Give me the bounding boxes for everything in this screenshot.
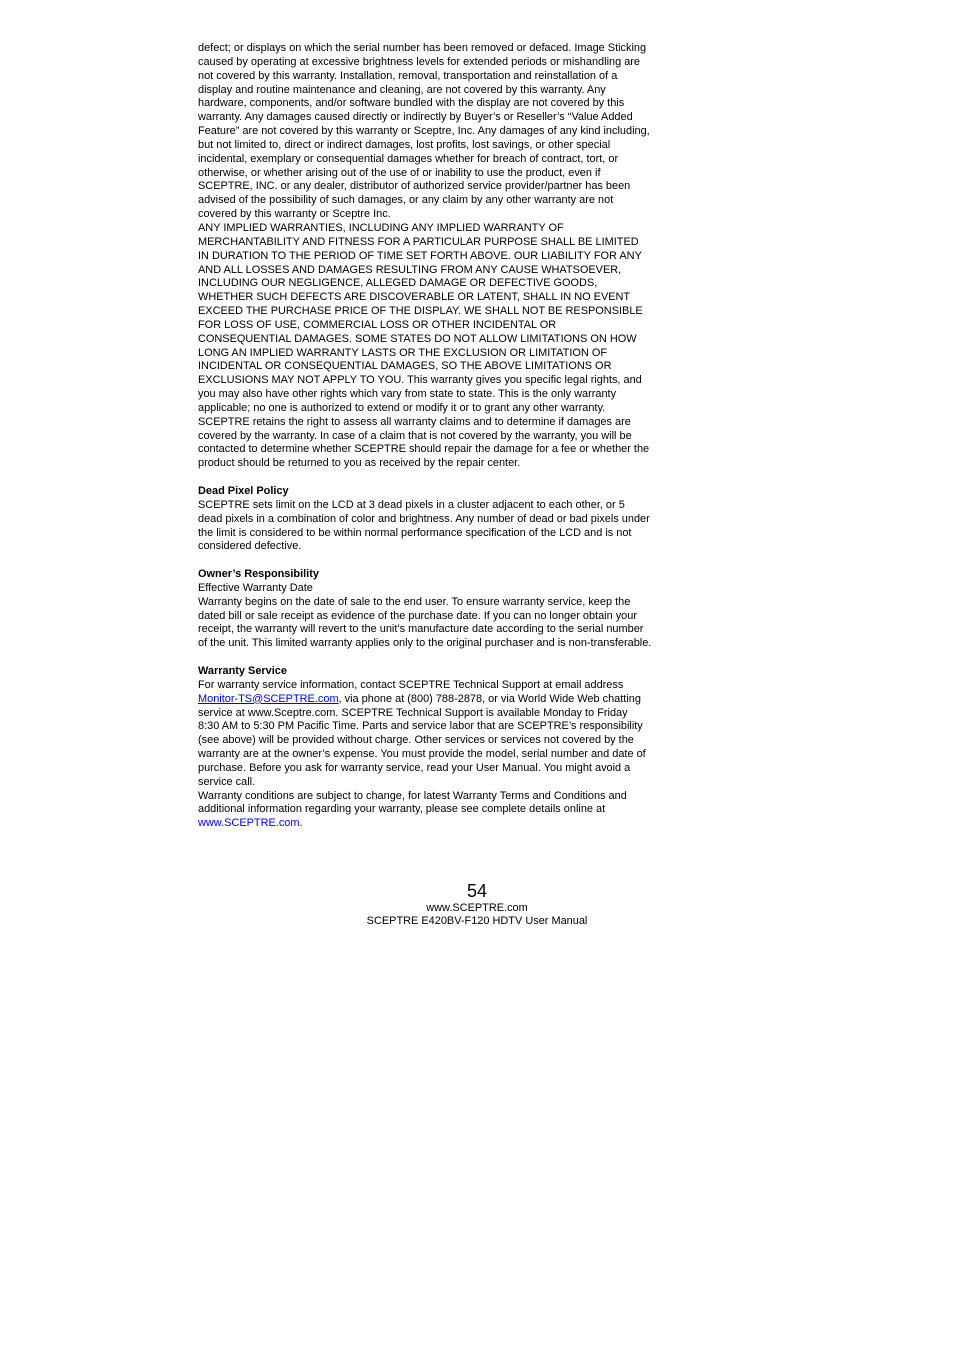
warranty-service-intro: For warranty service information, contact SCEPTRE Technical Support at email address xyxy=(198,678,624,691)
implied-warranties-paragraph: ANY IMPLIED WARRANTIES, INCLUDING ANY IMPLIED WARRANTY OF MERCHANTABILITY AND FITNESS FOR A PARTICULAR PURPOSE SHALL BE LIMITED IN DURATION TO THE PERIOD OF TIME SET FORTH ABOVE. OUR LIABILITY FOR ANY AND ALL LOSSES AND DAMAGES RESULTING FROM ANY CAUSE WHATSOEVER, INCLUDING OUR NEGLIGENCE, ALLEGED DAMAGE OR DEFECTIVE GOODS, WHETHER SUCH DEFECTS ARE DISCOVERABLE OR LATENT, SHALL IN NO EVENT EXCEED THE PURCHASE PRICE OF THE DISPLAY. WE SHALL NOT BE RESPONSIBLE FOR LOSS OF USE, COMMERCIAL LOSS OR OTHER INCIDENTAL OR CONSEQUENTIAL DAMAGES. SOME STATES DO NOT ALLOW LIMITATIONS ON HOW LONG AN IMPLIED WARRANTY LASTS OR THE EXCLUSION OR LIMITATION OF INCIDENTAL OR CONSEQUENTIAL DAMAGES, SO THE ABOVE LIMITATIONS OR EXCLUSIONS MAY NOT APPLY TO YOU. This warranty gives you specific legal rights, and you may also have other rights which vary from state to state. This is the only warranty applicable; no one is authorized to extend or modify it or to grant any other warranty. SCEPTRE retains the right to assess all warranty claims and to determine if damages are covered by the warranty. In case of a claim that is not covered by the warranty, you will be contacted to determine whether SCEPTRE should repair the damage for a fee or whether the product should be returned to you as received by the repair center. xyxy=(198,221,650,470)
document-page xyxy=(198,42,706,831)
footer-website: www.SCEPTRE.com xyxy=(426,902,528,914)
dead-pixel-heading: Dead Pixel Policy xyxy=(198,485,289,497)
warranty-service-text xyxy=(198,693,706,790)
support-email-link[interactable]: Monitor-TS@SCEPTRE.com xyxy=(198,692,339,705)
page-number: 54 xyxy=(466,881,488,901)
website-link[interactable]: www.SCEPTRE.com xyxy=(198,817,300,830)
warranty-conditions-text: Warranty conditions are subject to change, for latest Warranty Terms and Conditions and additional information regarding your warranty, please see complete details online at xyxy=(198,789,627,816)
website-period: . xyxy=(299,817,303,830)
spacer xyxy=(198,651,706,665)
owner-responsibility-heading: Owner’s Responsibility xyxy=(198,568,319,581)
warranty-service-heading: Warranty Service xyxy=(198,664,287,677)
warranty-service-details: , via phone at (800) 788-2878, or via World Wide Web chatting service at www.Sceptre.com. SCEPTRE Technical Support is available Monday to Friday 8:30 AM to 5:30 PM Pacific Time. Parts and service labor that are SCEPTRE’s responsibility (see above) will be provided without charge. Other services or services not covered by the warranty are at the owner’s expense. You must provide the model, serial number and date of purchase. Before you ask for warranty service, read your User Manual. You might avoid a service call. xyxy=(198,692,646,788)
warranty-exclusions-paragraph: defect; or displays on which the serial number has been removed or defaced. Image Sticking caused by operating at excessive brightness levels for extended periods or mishandling are not covered by this warranty. Installation, removal, transportation and reinstallation of a display and routine maintenance and cleaning, are not covered by this warranty. Any hardware, components, and/or software bundled with the display are not covered by this warranty. Any damages caused directly or indirectly by Buyer’s or Reseller’s “Value Added Feature” are not covered by this warranty or Sceptre, Inc. Any damages of any kind including, but not limited to, direct or indirect damages, lost profits, lost savings, or other special incidental, exemplary or consequential damages whether for breach of contract, tort, or otherwise, or whether arising out of the use of or inability to use the product, even if SCEPTRE, INC. or any dealer, distributor of authorized service provider/partner has been advised of the possibility of such damages, or any claim by any other warranty are not covered by this warranty or Sceptre Inc. xyxy=(198,42,650,221)
dead-pixel-text: SCEPTRE sets limit on the LCD at 3 dead pixels in a cluster adjacent to each other, or 5 dead pixels in a combination of color and brightness. Any number of dead or bad pixels under the limit is considered to be within normal performance specification of the LCD and is not considered defective. xyxy=(198,498,650,553)
footer-manual-title: SCEPTRE E420BV-F120 HDTV User Manual xyxy=(366,915,588,927)
owner-responsibility-text: Warranty begins on the date of sale to the end user. To ensure warranty service, keep the dated bill or sale receipt as evidence of the purchase date. If you can no longer obtain your receipt, the warranty will revert to the unit’s manufacture date according to the serial number of the unit. This limited warranty applies only to the original purchaser and is non-transferable. xyxy=(198,595,652,650)
spacer xyxy=(198,554,706,568)
spacer xyxy=(198,471,706,485)
website-line xyxy=(198,817,706,831)
effective-date-subheading: Effective Warranty Date xyxy=(198,581,313,594)
